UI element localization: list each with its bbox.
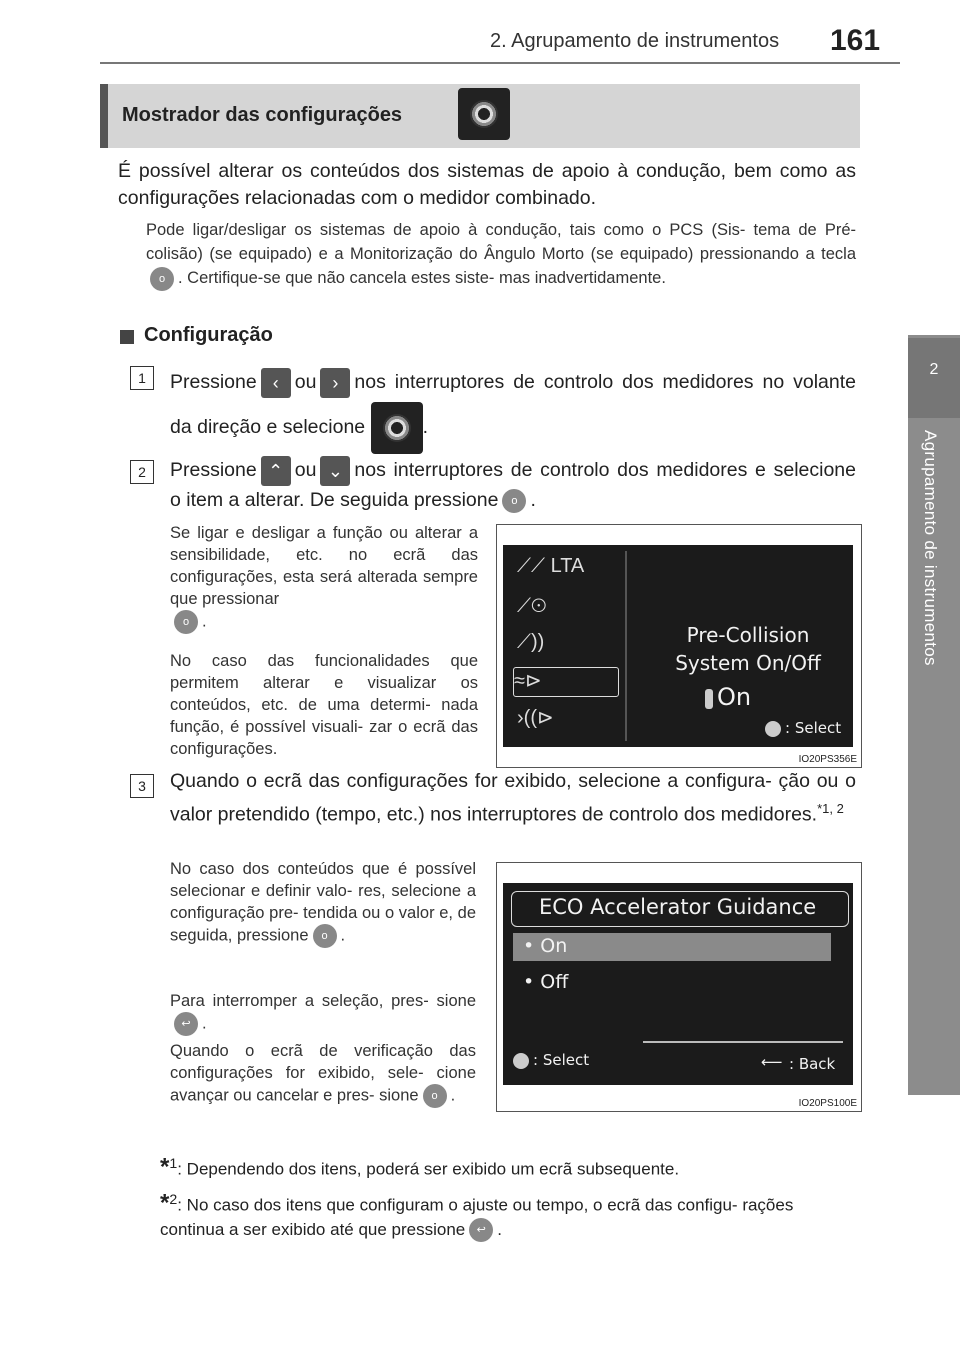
footnote-2-text-a: : No caso dos itens que configuram o ajuste ou tempo, o ecrã das configu- rações continua a ser exibido até que pressione — [160, 1195, 794, 1239]
footnote-2-text-b: . — [497, 1219, 502, 1239]
menu-item-2 — [517, 595, 617, 623]
step-3-note-1-text-b: . — [340, 926, 346, 945]
footnote-2 — [160, 1188, 860, 1242]
footnote-1-mark: * — [160, 1153, 170, 1181]
footnote-2-sup: 2 — [169, 1192, 178, 1208]
intro-paragraph: É possível alterar os conteúdos dos sistemas de apoio à condução, bem como as configurações relacionadas com o medidor combinado. — [118, 160, 856, 209]
header-chapter: 2. Agrupamento de instrumentos — [490, 30, 780, 52]
footnote-2-mark: * — [160, 1189, 170, 1217]
select-button-icon — [765, 721, 781, 737]
step-1-text-a: Pressione — [170, 371, 257, 393]
back-button-icon: ↩ — [469, 1218, 493, 1242]
step-3-text — [170, 768, 856, 829]
step-3-note-2-text-b: . — [202, 1014, 207, 1033]
back-icon: ⟵ — [761, 1053, 783, 1071]
option-on-label: On — [540, 935, 568, 957]
figure-1-caption: IO20PS356E — [798, 754, 857, 765]
subsection-title: Configuração — [144, 324, 273, 346]
setting-title-line1: Pre-Collision — [686, 623, 810, 647]
step-2-text-c: nos interruptores de controlo dos medidores e selecione o item a alterar. De seguida pressione — [170, 459, 856, 511]
ok-button-icon: o — [502, 489, 526, 513]
step-number-2: 2 — [130, 460, 154, 484]
intro-note-text-b: . Certifique-se que não cancela estes siste- mas inadvertidamente. — [178, 269, 666, 287]
select-button-icon — [513, 1053, 529, 1069]
subsection-bullet — [120, 330, 134, 344]
step-3-note-1 — [170, 858, 476, 948]
meter-screen-1 — [503, 545, 853, 747]
sidebar-chapter-number: 2 — [908, 338, 960, 418]
step-1-text-d: . — [422, 416, 428, 439]
step-number-3: 3 — [130, 774, 154, 798]
ok-button-icon: o — [174, 610, 198, 634]
step-3-note-2 — [170, 990, 476, 1036]
step-1-text — [170, 362, 856, 454]
step-2-note-1-text-b: . — [202, 612, 207, 631]
select-label: : Select — [785, 719, 842, 737]
footnote-1-text: : Dependendo dos itens, poderá ser exibido um ecrã subsequente. — [177, 1159, 680, 1179]
step-3-note-1-text-a: No caso dos conteúdos que é possível selecionar e definir valo- res, selecione a configuração pre- tendida ou o valor e, de seguida, pressione — [170, 860, 476, 945]
ok-button-icon: o — [313, 924, 337, 948]
option-off-label: Off — [540, 971, 569, 993]
step-2-text-b: ou — [294, 459, 317, 482]
menu-item-pcs-selected — [513, 667, 619, 697]
figure-pre-collision — [496, 524, 862, 768]
back-button-icon: ↩ — [174, 1012, 198, 1036]
left-arrow-icon: ‹ — [261, 368, 291, 398]
step-3-note-3-text-b: . — [450, 1086, 456, 1105]
section-title: Mostrador das configurações — [122, 104, 403, 126]
option-on: • On — [523, 935, 568, 957]
step-2-text-a: Pressione — [170, 459, 257, 482]
header-rule — [100, 62, 900, 64]
toggle-indicator — [705, 689, 713, 709]
footer-line — [643, 1041, 843, 1043]
figure-2-caption: IO20PS100E — [798, 1098, 857, 1109]
footnote-1 — [160, 1152, 860, 1182]
footnote-ref: *1, 2 — [817, 801, 844, 816]
step-2-note-1 — [170, 522, 478, 634]
step-1-text-b: ou — [294, 371, 317, 393]
menu-item-3 — [517, 631, 617, 659]
intro-note-text-a: Pode ligar/desligar os sistemas de apoio à condução, tais como o PCS (Sis- tema de Pré-colisão) (se equipado) e a Monitorização do Ângulo Morto (se equipado) pressionando a tecla — [146, 221, 856, 263]
sidebar-chapter-title: Agrupamento de instrumentos — [921, 430, 940, 666]
step-number-1: 1 — [130, 366, 154, 390]
step-2-note-1-text-a: Se ligar e desligar a função ou alterar a sensibilidade, etc. no ecrã das configurações, esta será alterada sempre que pressionar — [170, 524, 478, 608]
setting-state: On — [717, 683, 752, 711]
ok-button-icon: o — [423, 1084, 447, 1108]
right-arrow-icon: › — [320, 368, 350, 398]
option-off: • Off — [523, 971, 569, 993]
menu-divider — [625, 551, 627, 741]
eco-title: ECO Accelerator Guidance — [539, 895, 817, 919]
back-label: : Back — [789, 1055, 836, 1073]
menu-item-lta — [517, 555, 617, 583]
ok-button-icon: o — [150, 267, 174, 291]
step-3-note-3 — [170, 1040, 476, 1108]
settings-gear-icon-inline — [371, 402, 423, 454]
settings-gear-icon — [458, 88, 510, 140]
intro-note — [146, 218, 856, 291]
step-1-text-c: nos interruptores de controlo dos medidores no volante da direção e selecione — [170, 371, 856, 439]
lane-warning-icon: ⟋)) — [517, 631, 545, 653]
figure-eco-guidance — [496, 862, 862, 1112]
radar-icon: ›((⊳ — [517, 707, 554, 729]
step-3-note-3-text-a: Quando o ecrã de verificação das configurações for exibido, sele- cione avançar ou cancelar e pres- sione — [170, 1042, 476, 1105]
menu-label-lta: LTA — [550, 555, 585, 577]
up-arrow-icon: ⌃ — [261, 456, 291, 486]
lta-icon: ⟋⟋ — [517, 555, 545, 577]
step-3-text-main: Quando o ecrã das configurações for exibido, selecione a configura- ção ou o valor pretendido (tempo, etc.) nos interruptores de controlo dos medidores. — [170, 770, 856, 826]
step-2-note-2: No caso das funcionalidades que permitem alterar e visualizar os conteúdos, etc. de uma determi- nada função, é possível visuali- zar o ecrã das configurações. — [170, 652, 478, 758]
meter-screen-2 — [503, 883, 853, 1085]
page-number: 161 — [830, 24, 881, 57]
setting-title-line2: System On/Off — [675, 651, 821, 675]
pre-collision-icon: ≈⊳ — [514, 670, 542, 692]
step-2-text — [170, 456, 856, 514]
step-3-note-2-text-a: Para interromper a seleção, pres- sione — [170, 992, 476, 1010]
down-arrow-icon: ⌄ — [320, 456, 350, 486]
menu-item-5 — [517, 705, 617, 733]
lane-assist-icon: ⟋⊙ — [517, 595, 547, 617]
footnote-1-sup: 1 — [169, 1156, 178, 1172]
step-2-text-d: . — [530, 489, 536, 511]
select-label: : Select — [533, 1051, 590, 1069]
